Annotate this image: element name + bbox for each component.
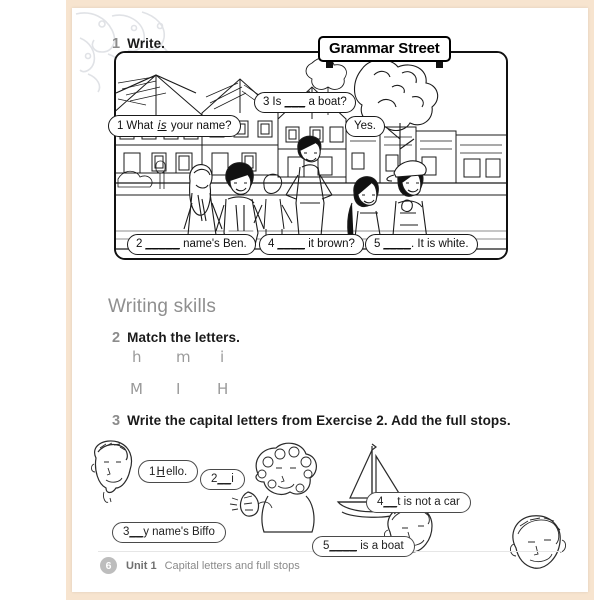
ex3-bubble-5-number: 5 xyxy=(323,540,330,552)
bubble-2-post: name's Ben. xyxy=(183,238,247,250)
letter-upper-0[interactable]: M xyxy=(130,380,143,398)
ex3-bubble-3-blank: __ xyxy=(129,526,144,538)
section-title-writing-skills: Writing skills xyxy=(108,296,217,317)
exercise-3-number: 3 xyxy=(112,413,121,429)
speech-bubble-yes xyxy=(345,116,385,137)
ex3-bubble-2-post: i xyxy=(231,473,234,485)
ex3-bubble-1-number: 1 xyxy=(149,466,156,478)
ex3-bubble-4-blank: __ xyxy=(383,496,398,508)
exercise-1-instruction: Write. xyxy=(127,36,166,51)
ex3-bubble-2-number: 2 xyxy=(211,473,218,485)
ex3-speech-bubble-4 xyxy=(366,492,471,513)
ex3-bubble-5-blank: ____ xyxy=(329,540,357,552)
ex3-bubble-3-number: 3 xyxy=(123,526,130,538)
bubble-2-number: 2 xyxy=(136,238,143,250)
page-edge-right xyxy=(594,0,600,600)
ex3-speech-bubble-1 xyxy=(138,460,198,483)
exercise-1-number: 1 xyxy=(112,36,121,52)
footer-description: Capital letters and full stops xyxy=(164,559,300,572)
bubble-1-post: your name? xyxy=(170,120,232,132)
letter-lower-1[interactable]: m xyxy=(176,348,191,366)
speech-bubble-1 xyxy=(108,115,241,137)
letter-upper-1[interactable]: I xyxy=(176,380,181,398)
exercise-2-number: 2 xyxy=(112,330,121,346)
ex3-bubble-3-post: y name's Biffo xyxy=(143,526,215,538)
ex3-bubble-4-post: t is not a car xyxy=(397,496,460,508)
bubble-4-post: it brown? xyxy=(308,238,355,250)
ex3-speech-bubble-3 xyxy=(112,522,226,543)
ex3-bubble-1-post: ello. xyxy=(166,466,188,478)
ex3-bubble-5-post: is a boat xyxy=(360,540,404,552)
street-scene-illustration xyxy=(114,51,508,260)
letter-upper-2[interactable]: H xyxy=(217,380,229,398)
speech-bubble-5 xyxy=(365,234,478,255)
ex3-bubble-1-answer: H xyxy=(156,464,166,478)
page-footer xyxy=(100,557,300,574)
exercise-3-heading xyxy=(112,413,511,429)
bubble-5-blank: ____ xyxy=(383,238,411,250)
ex3-speech-bubble-2 xyxy=(200,469,245,490)
ex3-bubble-4-number: 4 xyxy=(377,496,384,508)
exercise-1-heading xyxy=(112,36,165,52)
bubble-1-pre: What xyxy=(126,120,154,132)
page-edge-left xyxy=(0,0,66,600)
street-sign-label: Grammar Street xyxy=(318,36,451,62)
bubble-3-post: a boat? xyxy=(308,96,347,108)
letter-lower-0[interactable]: h xyxy=(132,348,142,366)
bubble-3-pre: Is xyxy=(272,96,282,108)
street-scene-artwork xyxy=(116,53,506,258)
speech-bubble-3 xyxy=(254,92,356,113)
bubble-2-blank: _____ xyxy=(145,238,180,250)
ex3-bubble-2-blank: __ xyxy=(217,473,232,485)
bubble-1-answer: is xyxy=(157,118,167,132)
bubble-3-blank: ___ xyxy=(284,96,306,108)
bubble-1-number: 1 xyxy=(117,120,124,132)
speech-bubble-2 xyxy=(127,234,256,255)
bubble-4-number: 4 xyxy=(268,238,275,250)
page-number-badge: 6 xyxy=(100,557,117,574)
grammar-street-sign xyxy=(318,36,451,62)
bubble-3-number: 3 xyxy=(263,96,270,108)
bubble-yes-text: Yes. xyxy=(354,120,376,132)
ex3-speech-bubble-5 xyxy=(312,536,415,557)
footer-unit-label: Unit 1 xyxy=(126,559,157,572)
exercise-3-instruction: Write the capital letters from Exercise 2. Add the full stops. xyxy=(127,413,511,428)
paper-sheet xyxy=(72,8,588,592)
exercise-2-instruction: Match the letters. xyxy=(127,330,240,345)
bubble-4-blank: ____ xyxy=(277,238,305,250)
speech-bubble-4 xyxy=(259,234,364,255)
bubble-5-number: 5 xyxy=(374,238,381,250)
exercise-2-heading xyxy=(112,330,240,346)
letter-lower-2[interactable]: i xyxy=(220,348,225,366)
bubble-5-post: . It is white. xyxy=(411,238,469,250)
